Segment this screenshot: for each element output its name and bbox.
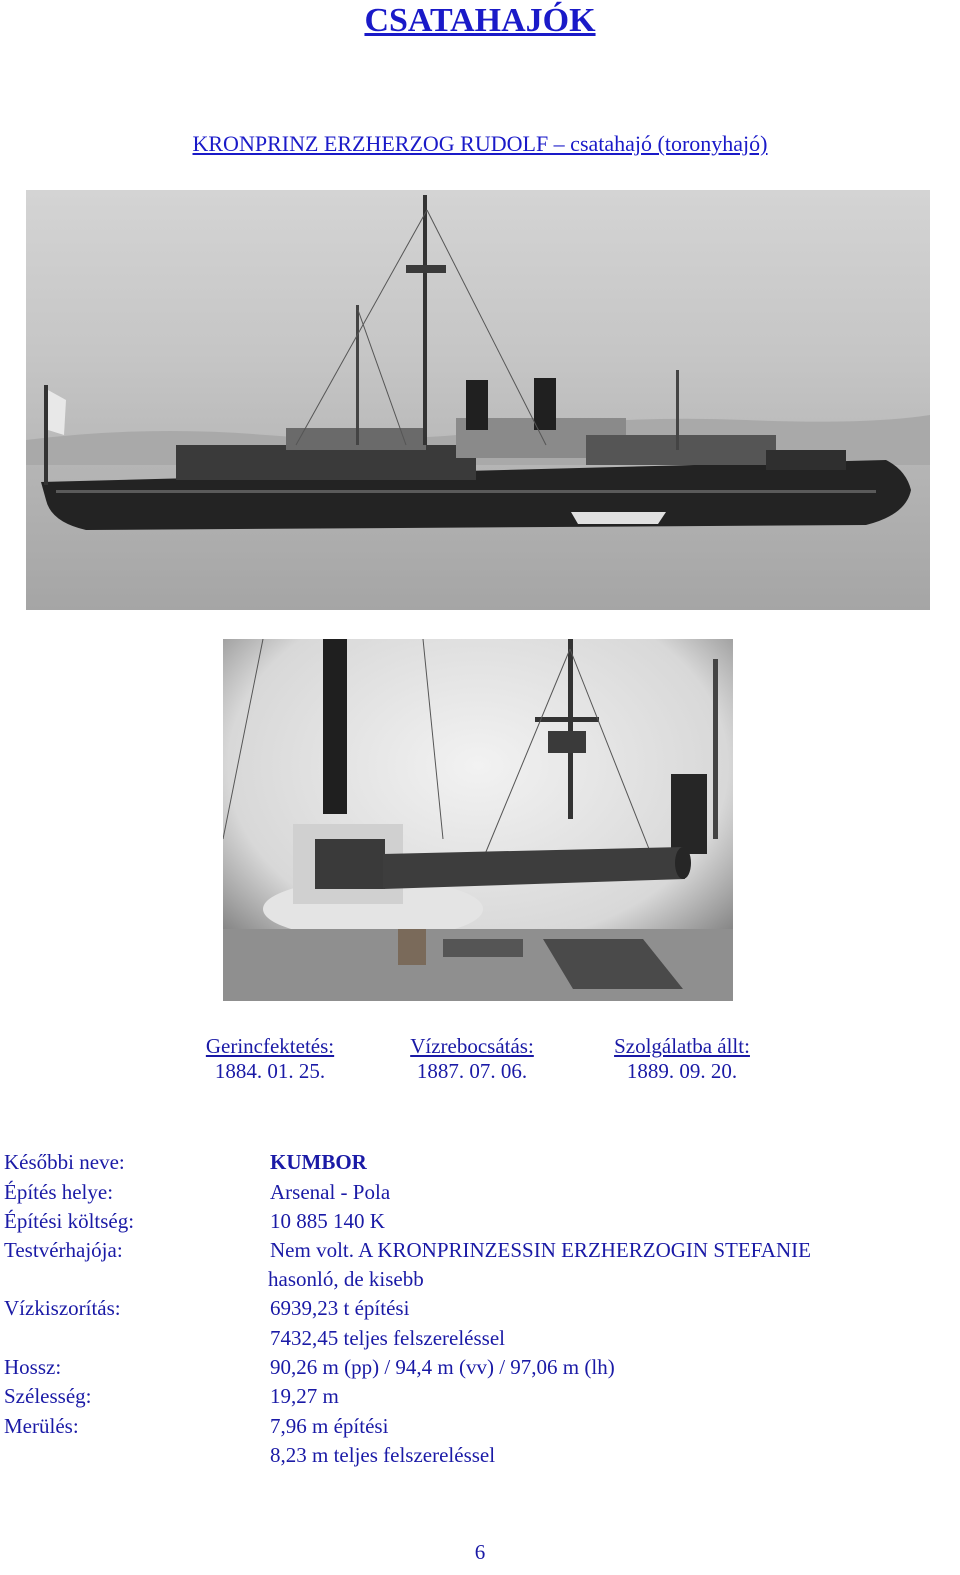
spec-label: Későbbi neve: — [4, 1150, 125, 1174]
commission-label: Szolgálatba állt: — [614, 1034, 750, 1058]
spec-label: Merülés: — [4, 1414, 79, 1438]
launch-value: 1887. 07. 06. — [416, 1059, 528, 1083]
spec-label: Vízkiszorítás: — [4, 1296, 121, 1320]
keel-laying-label: Gerincfektetés: — [205, 1034, 335, 1058]
commission-date — [592, 1034, 772, 1084]
ship-photo-drawing — [26, 190, 930, 610]
spec-value: 7,96 m építési — [270, 1414, 389, 1438]
spec-label: Szélesség: — [4, 1384, 92, 1408]
ship-subtitle: KRONPRINZ ERZHERZOG RUDOLF – csatahajó (toronyhajó) — [192, 131, 768, 156]
spec-label: Testvérhajója: — [4, 1238, 123, 1262]
page-title: CSATAHAJÓK — [364, 2, 596, 39]
spec-value: hasonló, de kisebb — [268, 1267, 424, 1291]
keel-laying-date — [185, 1034, 355, 1084]
spec-value: 90,26 m (pp) / 94,4 m (vv) / 97,06 m (lh) — [270, 1355, 615, 1379]
page-number: 6 — [474, 1540, 486, 1564]
spec-value: KUMBOR — [270, 1150, 367, 1174]
keel-laying-value: 1884. 01. 25. — [214, 1059, 326, 1083]
commission-value: 1889. 09. 20. — [626, 1059, 738, 1083]
spec-value: Arsenal - Pola — [270, 1180, 391, 1204]
spec-value: 7432,45 teljes felszereléssel — [270, 1326, 505, 1350]
deck-gun-photo — [223, 639, 733, 1001]
spec-value: 8,23 m teljes felszereléssel — [270, 1443, 496, 1467]
spec-label: Építés helye: — [4, 1180, 114, 1204]
deck-gun-photo-drawing — [223, 639, 733, 1001]
spec-value: 19,27 m — [270, 1384, 339, 1408]
spec-value: 6939,23 t építési — [270, 1296, 410, 1320]
spec-value: 10 885 140 K — [270, 1209, 385, 1233]
ship-photo — [26, 190, 930, 610]
spec-label: Hossz: — [4, 1355, 62, 1379]
spec-value: Nem volt. A KRONPRINZESSIN ERZHERZOGIN STEFANIE — [270, 1238, 811, 1262]
launch-date — [390, 1034, 554, 1084]
spec-label: Építési költség: — [4, 1209, 135, 1233]
launch-label: Vízrebocsátás: — [410, 1034, 534, 1058]
